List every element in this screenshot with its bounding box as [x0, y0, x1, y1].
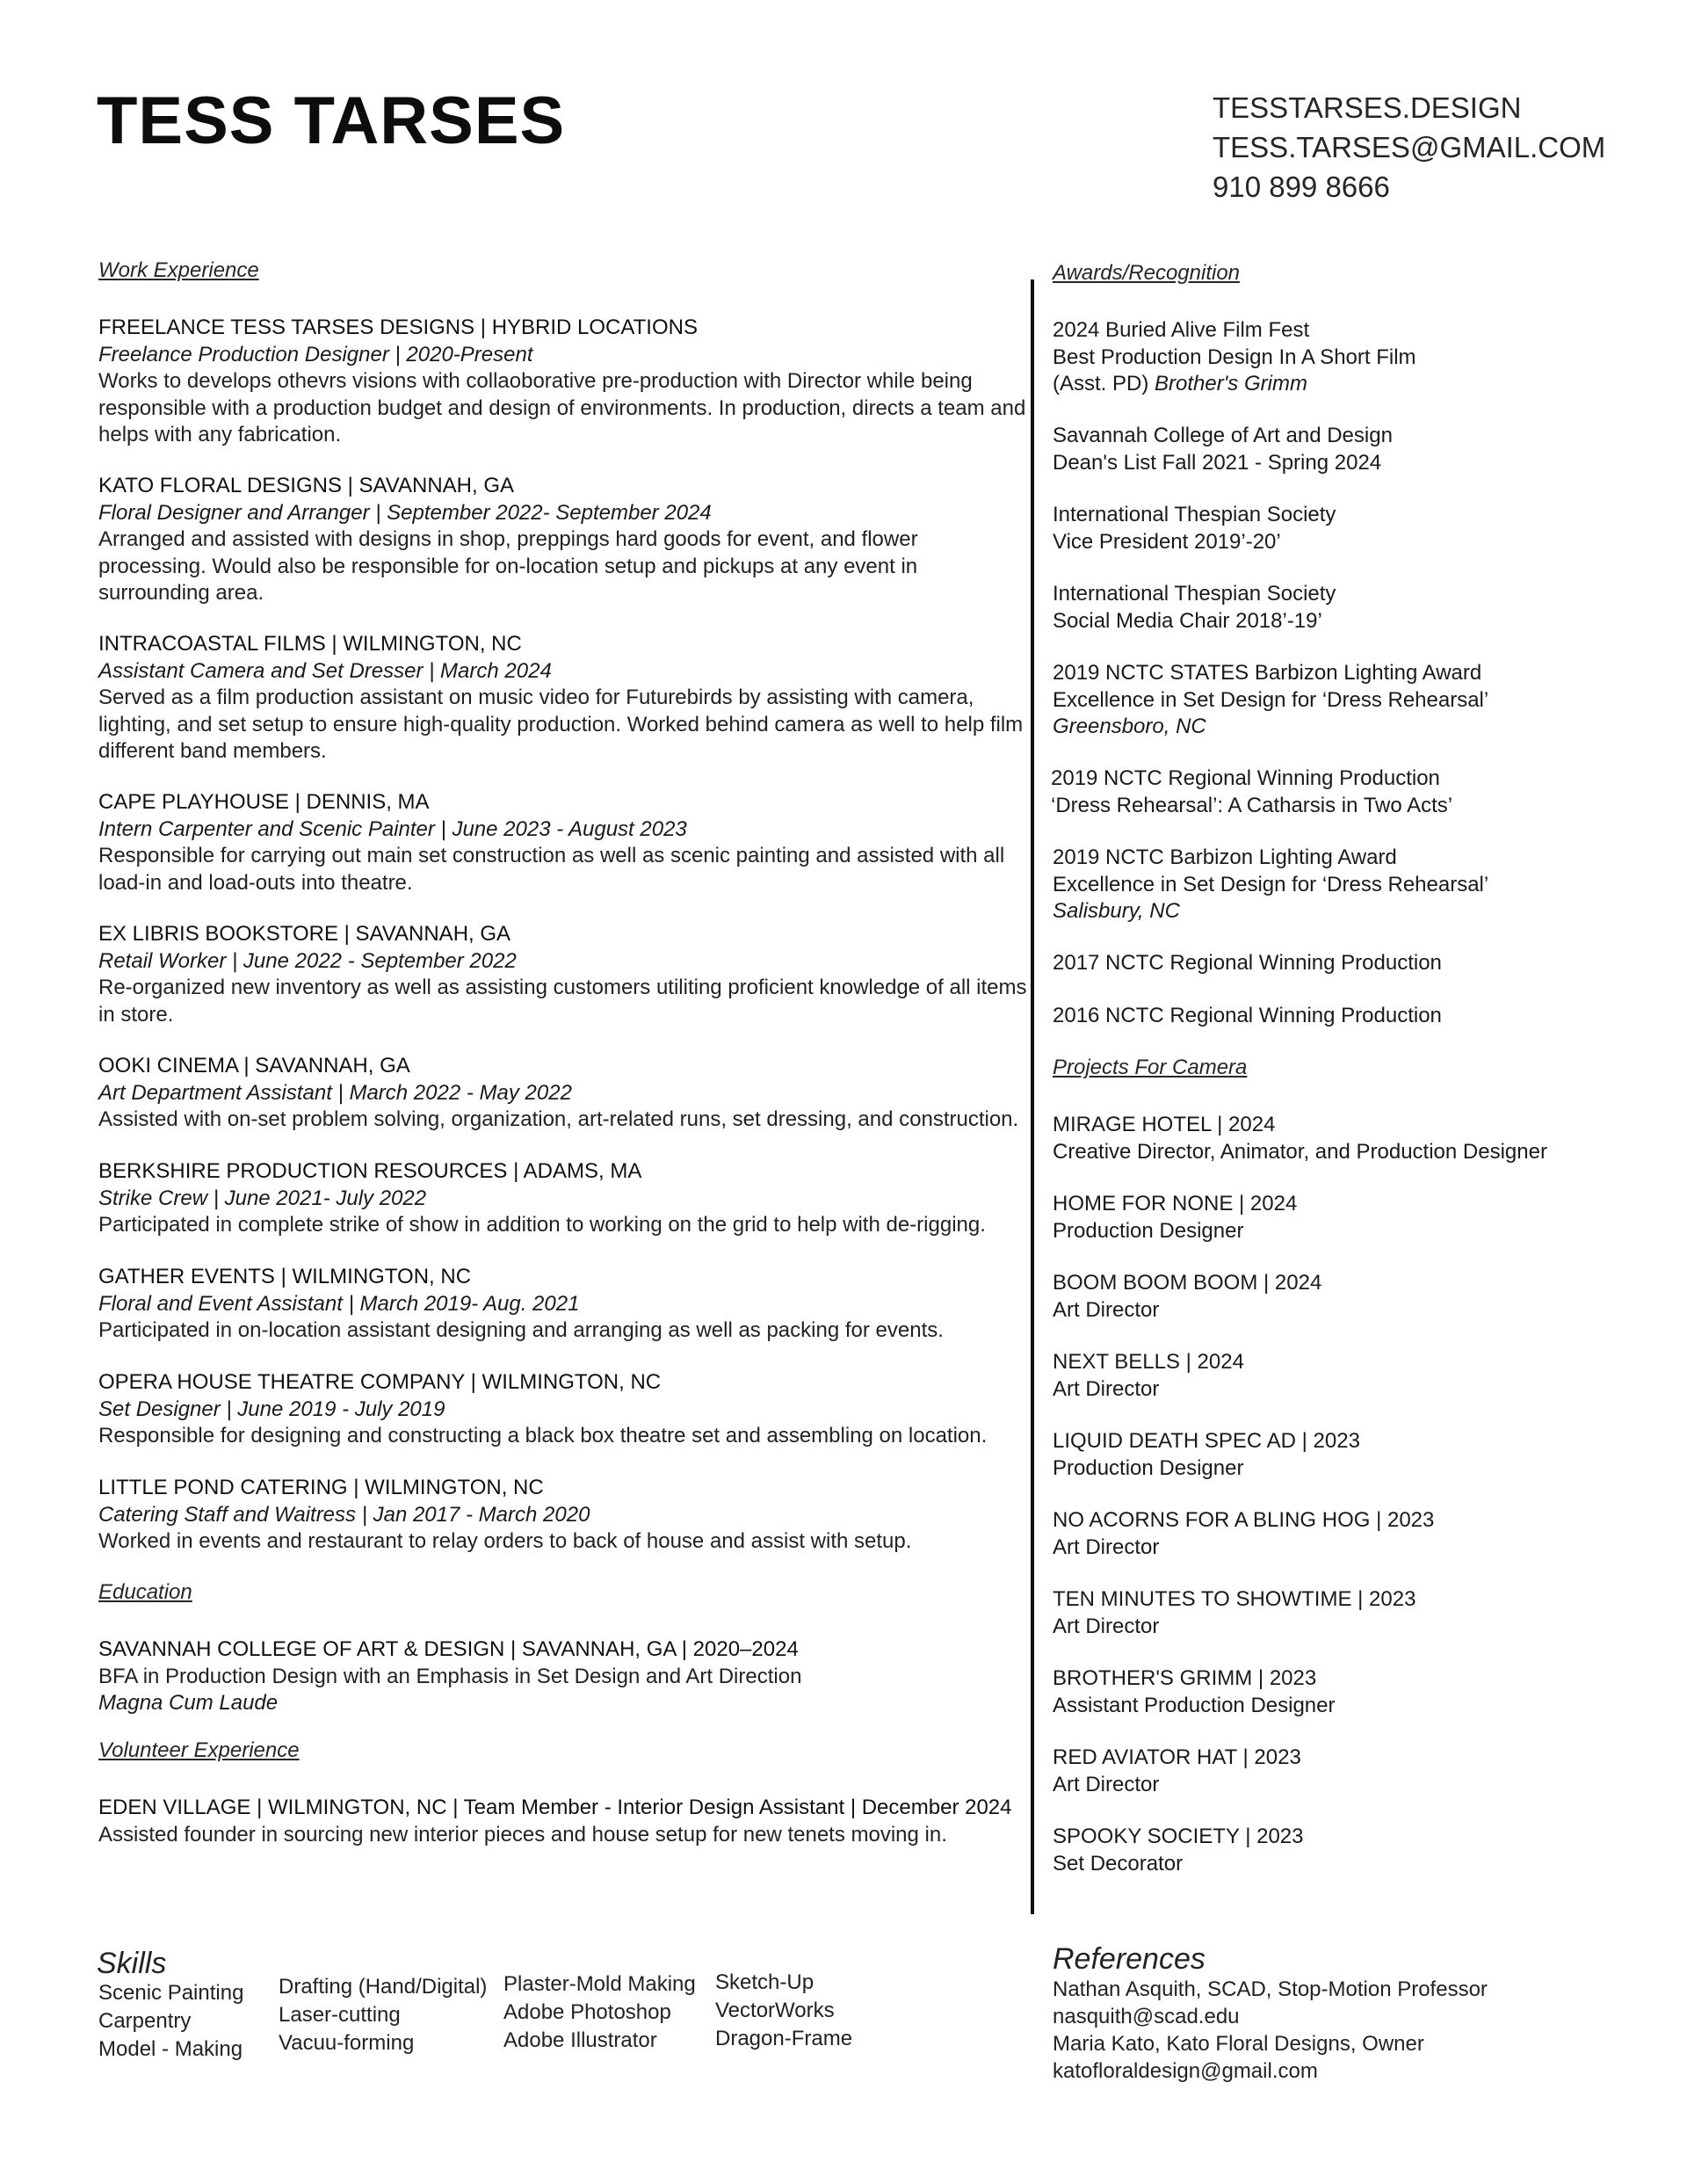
- award-item: [1053, 1003, 1442, 1030]
- work-entry: [98, 631, 1030, 765]
- work-entry-role: Freelance Production Designer | 2020-Present: [98, 342, 533, 366]
- project-role: Art Director: [1053, 1376, 1160, 1401]
- volunteer-org: EDEN VILLAGE | WILMINGTON, NC: [98, 1796, 447, 1819]
- contact-block: [1213, 88, 1605, 207]
- award-title: 2019 NCTC STATES Barbizon Lighting Award: [1053, 661, 1482, 685]
- reference-email[interactable]: nasquith@scad.edu: [1053, 2005, 1240, 2028]
- award-detail: Excellence in Set Design for ‘Dress Rehearsal’: [1053, 687, 1489, 712]
- work-entry: [98, 473, 1030, 607]
- skill-item: Plaster-Mold Making: [503, 1972, 696, 1996]
- work-entry-title: LITTLE POND CATERING | WILMINGTON, NC: [98, 1476, 544, 1499]
- project-item: [1053, 1507, 1434, 1561]
- work-entry-role: Intern Carpenter and Scenic Painter | June 2023 - August 2023: [98, 816, 687, 841]
- skills-column: [715, 1969, 852, 2053]
- award-item: [1053, 581, 1336, 635]
- work-experience-heading: Work Experience: [98, 258, 259, 282]
- work-entry-role: Floral Designer and Arranger | September 2022- September 2024: [98, 500, 712, 525]
- work-entry-description: Responsible for designing and constructing a black box theatre set and assembling on location.: [98, 1424, 988, 1448]
- award-title: International Thespian Society: [1053, 503, 1336, 526]
- work-entry-description: Works to develops othevrs visions with collaoborative pre-production with Director while being responsible with a production budget and design of environments. In production, directs a team and helps with any fabrication.: [98, 369, 1026, 446]
- project-title: RED AVIATOR HAT | 2023: [1053, 1745, 1301, 1769]
- project-item: [1053, 1665, 1336, 1719]
- project-role: Art Director: [1053, 1614, 1160, 1638]
- award-detail: Vice President 2019’-20’: [1053, 529, 1281, 554]
- project-role: Creative Director, Animator, and Production Designer: [1053, 1139, 1547, 1164]
- skill-item: Scenic Painting: [98, 1981, 244, 2005]
- award-title: 2019 NCTC Barbizon Lighting Award: [1053, 845, 1397, 869]
- project-title: NO ACORNS FOR A BLING HOG | 2023: [1053, 1508, 1435, 1532]
- resume-name: TESS TARSES: [97, 83, 566, 158]
- award-title: Savannah College of Art and Design: [1053, 424, 1393, 447]
- award-item: [1053, 950, 1442, 977]
- skill-item: VectorWorks: [715, 1999, 835, 2022]
- project-title: NEXT BELLS | 2024: [1053, 1350, 1244, 1374]
- project-item: [1053, 1745, 1301, 1798]
- reference-line: Maria Kato, Kato Floral Designs, Owner: [1053, 2032, 1424, 2056]
- email-link[interactable]: TESS.TARSES@GMAIL.COM: [1213, 131, 1606, 163]
- work-entry-role: Assistant Camera and Set Dresser | March 2024: [98, 658, 552, 683]
- work-entry-title: FREELANCE TESS TARSES DESIGNS | HYBRID LOCATIONS: [98, 316, 698, 339]
- volunteer-heading: Volunteer Experience: [98, 1738, 300, 1762]
- award-item: [1051, 765, 1452, 819]
- project-title: MIRAGE HOTEL | 2024: [1053, 1113, 1276, 1136]
- work-entry-description: Responsible for carrying out main set construction as well as scenic painting and assisted with all load-in and load-outs into theatre.: [98, 844, 1005, 895]
- education-degree: BFA in Production Design with an Emphasis in Set Design and Art Direction: [98, 1664, 802, 1688]
- education-heading: Education: [98, 1580, 192, 1604]
- work-entry-role: Strike Crew | June 2021- July 2022: [98, 1186, 427, 1210]
- reference-email[interactable]: katofloraldesign@gmail.com: [1053, 2059, 1318, 2083]
- project-role: Assistant Production Designer: [1053, 1693, 1336, 1717]
- work-entry-role: Set Designer | June 2019 - July 2019: [98, 1397, 445, 1421]
- phone-number: 910 899 8666: [1213, 171, 1390, 203]
- award-title: 2017 NCTC Regional Winning Production: [1053, 951, 1442, 975]
- award-item: [1053, 423, 1393, 476]
- references-heading: References: [1053, 1942, 1206, 1976]
- project-role: Art Director: [1053, 1535, 1160, 1559]
- skills-column: [503, 1970, 696, 2055]
- award-title: 2019 NCTC Regional Winning Production: [1051, 766, 1440, 790]
- volunteer-description: Assisted founder in sourcing new interior pieces and house setup for new tenets moving in.: [98, 1822, 947, 1847]
- skill-item: Drafting (Hand/Digital): [279, 1975, 488, 1999]
- award-location: Greensboro, NC: [1053, 715, 1206, 738]
- work-entry-description: Participated in complete strike of show in addition to working on the grid to help with de-rigging.: [98, 1213, 986, 1237]
- education-honors: Magna Cum Laude: [98, 1691, 279, 1715]
- work-entry-role: Retail Worker | June 2022 - September 2022: [98, 948, 517, 973]
- skill-item: Sketch-Up: [715, 1970, 815, 1994]
- work-entry: [98, 921, 1030, 1028]
- work-entry: [98, 1053, 1030, 1134]
- skills-column: [98, 1979, 243, 2064]
- skill-item: Dragon-Frame: [715, 2027, 853, 2050]
- reference-line: Nathan Asquith, SCAD, Stop-Motion Professor: [1053, 1977, 1488, 2001]
- skill-item: Carpentry: [98, 2009, 192, 2033]
- work-entry-role: Floral and Event Assistant | March 2019- Aug. 2021: [98, 1291, 580, 1316]
- project-role: Production Designer: [1053, 1455, 1244, 1480]
- skill-item: Model - Making: [98, 2037, 243, 2061]
- project-role: Set Decorator: [1053, 1851, 1184, 1876]
- work-entry: [98, 1369, 1030, 1450]
- work-entry: [98, 1158, 1030, 1239]
- project-item: [1053, 1824, 1303, 1877]
- project-title: BROTHER'S GRIMM | 2023: [1053, 1666, 1317, 1690]
- skill-item: Adobe Illustrator: [503, 2028, 657, 2052]
- skills-heading: Skills: [97, 1947, 167, 1980]
- column-divider: [1031, 279, 1034, 1914]
- award-detail: Best Production Design In A Short Film: [1053, 345, 1416, 369]
- award-item: [1053, 845, 1488, 925]
- project-title: SPOOKY SOCIETY | 2023: [1053, 1825, 1304, 1848]
- work-entry: [98, 1475, 1030, 1556]
- skill-item: Adobe Photoshop: [503, 2000, 671, 2024]
- project-title: LIQUID DEATH SPEC AD | 2023: [1053, 1429, 1360, 1453]
- work-entry: [98, 315, 1030, 449]
- skills-column: [279, 1973, 487, 2057]
- project-item: [1053, 1428, 1360, 1482]
- work-entry-role: Catering Staff and Waitress | Jan 2017 - March 2020: [98, 1502, 590, 1527]
- website-link[interactable]: TESSTARSES.DESIGN: [1213, 91, 1522, 124]
- project-role: Production Designer: [1053, 1218, 1244, 1243]
- award-item: [1053, 660, 1488, 741]
- work-entry-description: Arranged and assisted with designs in shop, preppings hard goods for event, and flower processing. Would also be responsible for on-location setup and pickups at any event in surrounding area.: [98, 527, 918, 605]
- work-entry-title: OPERA HOUSE THEATRE COMPANY | WILMINGTON, NC: [98, 1370, 662, 1394]
- award-title: International Thespian Society: [1053, 582, 1336, 606]
- work-entry-title: KATO FLORAL DESIGNS | SAVANNAH, GA: [98, 474, 515, 497]
- award-item: [1053, 502, 1336, 555]
- project-item: [1053, 1191, 1297, 1244]
- project-title: TEN MINUTES TO SHOWTIME | 2023: [1053, 1587, 1416, 1611]
- work-entry-description: Worked in events and restaurant to relay orders to back of house and assist with setup.: [98, 1529, 912, 1553]
- work-entry-role: Art Department Assistant | March 2022 - May 2022: [98, 1080, 572, 1105]
- work-entry-description: Served as a film production assistant on music video for Futurebirds by assisting with camera, lighting, and set setup to ensure high-quality production. Worked behind camera as well to help film different band members.: [98, 686, 1024, 763]
- award-detail: ‘Dress Rehearsal’: A Catharsis in Two Acts’: [1051, 793, 1453, 817]
- project-item: [1053, 1112, 1547, 1165]
- award-title: 2016 NCTC Regional Winning Production: [1053, 1004, 1442, 1027]
- work-entry-title: EX LIBRIS BOOKSTORE | SAVANNAH, GA: [98, 922, 511, 946]
- projects-heading: Projects For Camera: [1053, 1056, 1248, 1079]
- work-entry-title: BERKSHIRE PRODUCTION RESOURCES | ADAMS, MA: [98, 1159, 642, 1183]
- work-entry-description: Participated in on-location assistant designing and arranging as well as packing for events.: [98, 1318, 944, 1342]
- award-project: Brother's Grimm: [1155, 372, 1307, 395]
- award-item: [1053, 317, 1416, 398]
- work-entry-title: INTRACOASTAL FILMS | WILMINGTON, NC: [98, 632, 522, 656]
- project-item: [1053, 1349, 1244, 1403]
- work-entry-title: OOKI CINEMA | SAVANNAH, GA: [98, 1054, 410, 1077]
- work-entry: [98, 789, 1030, 896]
- volunteer-detail: | Team Member - Interior Design Assistant | December 2024: [446, 1796, 1012, 1819]
- education-years: | 2020–2024: [676, 1637, 799, 1661]
- work-entry-title: CAPE PLAYHOUSE | DENNIS, MA: [98, 790, 430, 814]
- work-entry-title: GATHER EVENTS | WILMINGTON, NC: [98, 1265, 472, 1288]
- work-entry-description: Assisted with on-set problem solving, organization, art-related runs, set dressing, and construction.: [98, 1107, 1019, 1131]
- award-title: 2024 Buried Alive Film Fest: [1053, 318, 1310, 342]
- project-role: Art Director: [1053, 1772, 1160, 1796]
- award-detail: Excellence in Set Design for ‘Dress Rehearsal’: [1053, 872, 1489, 896]
- references-list: [1053, 1976, 1488, 2085]
- skill-item: Laser-cutting: [279, 2003, 401, 2027]
- awards-heading: Awards/Recognition: [1053, 261, 1241, 285]
- education-entry: [98, 1636, 1030, 1717]
- work-entry: [98, 1264, 1030, 1345]
- project-title: BOOM BOOM BOOM | 2024: [1053, 1271, 1322, 1295]
- award-detail: Social Media Chair 2018’-19’: [1053, 608, 1322, 633]
- skill-item: Vacuu-forming: [279, 2031, 415, 2055]
- education-school: SAVANNAH COLLEGE OF ART & DESIGN | SAVANNAH, GA: [98, 1637, 677, 1661]
- project-title: HOME FOR NONE | 2024: [1053, 1192, 1298, 1215]
- award-detail: (Asst. PD) Brother's Grimm: [1053, 372, 1307, 395]
- award-detail: Dean's List Fall 2021 - Spring 2024: [1053, 450, 1382, 475]
- project-item: [1053, 1586, 1415, 1640]
- work-entry-description: Re-organized new inventory as well as assisting customers utiliting proficient knowledge of all items in store.: [98, 976, 1027, 1027]
- award-location: Salisbury, NC: [1053, 899, 1180, 923]
- volunteer-entry: [98, 1795, 1030, 1848]
- project-role: Art Director: [1053, 1297, 1160, 1322]
- project-item: [1053, 1270, 1321, 1324]
